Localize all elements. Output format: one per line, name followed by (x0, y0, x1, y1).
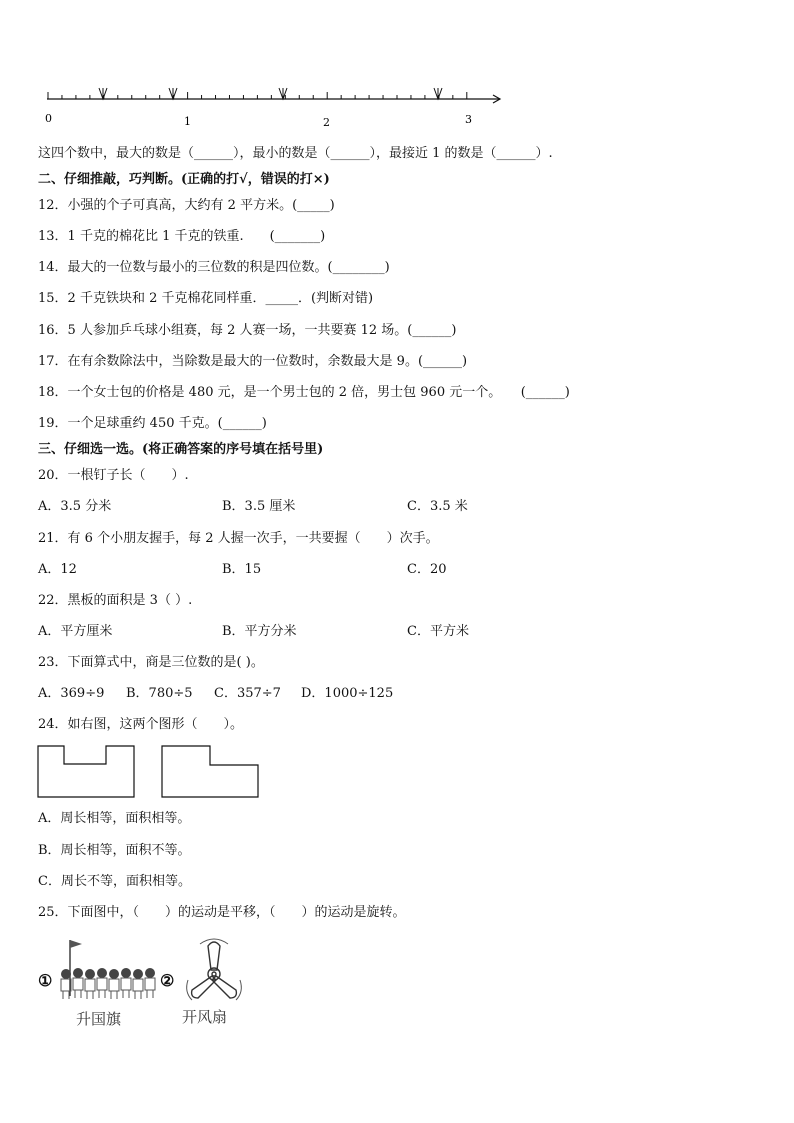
judge-q15: 15．2 千克铁块和 2 千克棉花同样重．_____．(判断对错) (38, 291, 374, 306)
judge-q14: 14．最大的一位数与最小的三位数的积是四位数。(________) (38, 260, 390, 275)
tick-label-3: 3 (465, 113, 472, 126)
judge-q16: 16．5 人参加乒乓球小组赛，每 2 人赛一场，一共要赛 12 场。(______) (38, 323, 457, 338)
q23-option-c: C．357÷7 (214, 686, 281, 701)
section-3-heading: 三、仔细选一选。(将正确答案的序号填在括号里) (38, 442, 324, 457)
q21-option-b: B．15 (222, 562, 262, 577)
q20-option-b: B．3.5 厘米 (222, 499, 296, 514)
q20-option-c: C．3.5 米 (407, 499, 468, 514)
q22-stem: 22．黑板的面积是 3（ ）. (38, 593, 193, 608)
q24-option-c: C．周长不等，面积相等。 (38, 874, 191, 889)
q24-option-b: B．周长相等，面积不等。 (38, 843, 191, 858)
q20-stem: 20．一根钉子长（ ）. (38, 468, 189, 483)
q23-option-d: D．1000÷125 (301, 686, 394, 701)
q23-option-b: B．780÷5 (126, 686, 193, 701)
flag-raising-illustration (54, 936, 164, 1004)
q25-pic1-label: 升国旗 (76, 1010, 122, 1028)
q20-option-a: A．3.5 分米 (38, 499, 112, 514)
judge-q18: 18．一个女士包的价格是 480 元，是一个男士包的 2 倍，男士包 960 元一个。 (______) (38, 385, 570, 400)
q11-question-tail: 这四个数中，最大的数是（______），最小的数是（______），最接近 1 的数是（______）. (38, 146, 553, 161)
q22-option-a: A．平方厘米 (38, 624, 113, 639)
q21-option-a: A．12 (38, 562, 77, 577)
q24-option-a: A．周长相等，面积相等。 (38, 811, 191, 826)
judge-q12: 12．小强的个子可真高，大约有 2 平方米。(_____) (38, 198, 335, 213)
q25-stem: 25．下面图中，（ ）的运动是平移，（ ）的运动是旋转。 (38, 905, 406, 920)
number-line (0, 0, 794, 135)
q21-option-c: C．20 (407, 562, 447, 577)
tick-label-1: 1 (184, 115, 191, 128)
q24-shape-left (38, 746, 134, 797)
q25-pic2-number: ② (160, 971, 175, 990)
judge-q17: 17．在有余数除法中，当除数是最大的一位数时，余数最大是 9。(______) (38, 354, 468, 369)
q25-pic2-label: 开风扇 (182, 1008, 228, 1026)
q24-shapes-figure (30, 740, 270, 802)
q21-stem: 21．有 6 个小朋友握手，每 2 人握一次手，一共要握（ ）次手。 (38, 531, 439, 546)
q24-shape-right (162, 746, 258, 797)
section-2-heading: 二、仔细推敲，巧判断。(正确的打√，错误的打×) (38, 172, 330, 187)
q25-pic1-number: ① (38, 971, 53, 990)
tick-label-0: 0 (45, 112, 52, 125)
tick-label-2: 2 (323, 116, 330, 129)
q24-stem: 24．如右图，这两个图形（ ）。 (38, 717, 244, 732)
q22-option-c: C．平方米 (407, 624, 469, 639)
judge-q19: 19．一个足球重约 450 千克。(______) (38, 416, 267, 431)
fan-illustration (174, 936, 254, 1004)
judge-q13: 13．1 千克的棉花比 1 千克的铁重. (_______) (38, 229, 326, 244)
q22-option-b: B．平方分米 (222, 624, 297, 639)
q23-stem: 23．下面算式中，商是三位数的是( )。 (38, 655, 264, 670)
q23-option-a: A．369÷9 (38, 686, 105, 701)
